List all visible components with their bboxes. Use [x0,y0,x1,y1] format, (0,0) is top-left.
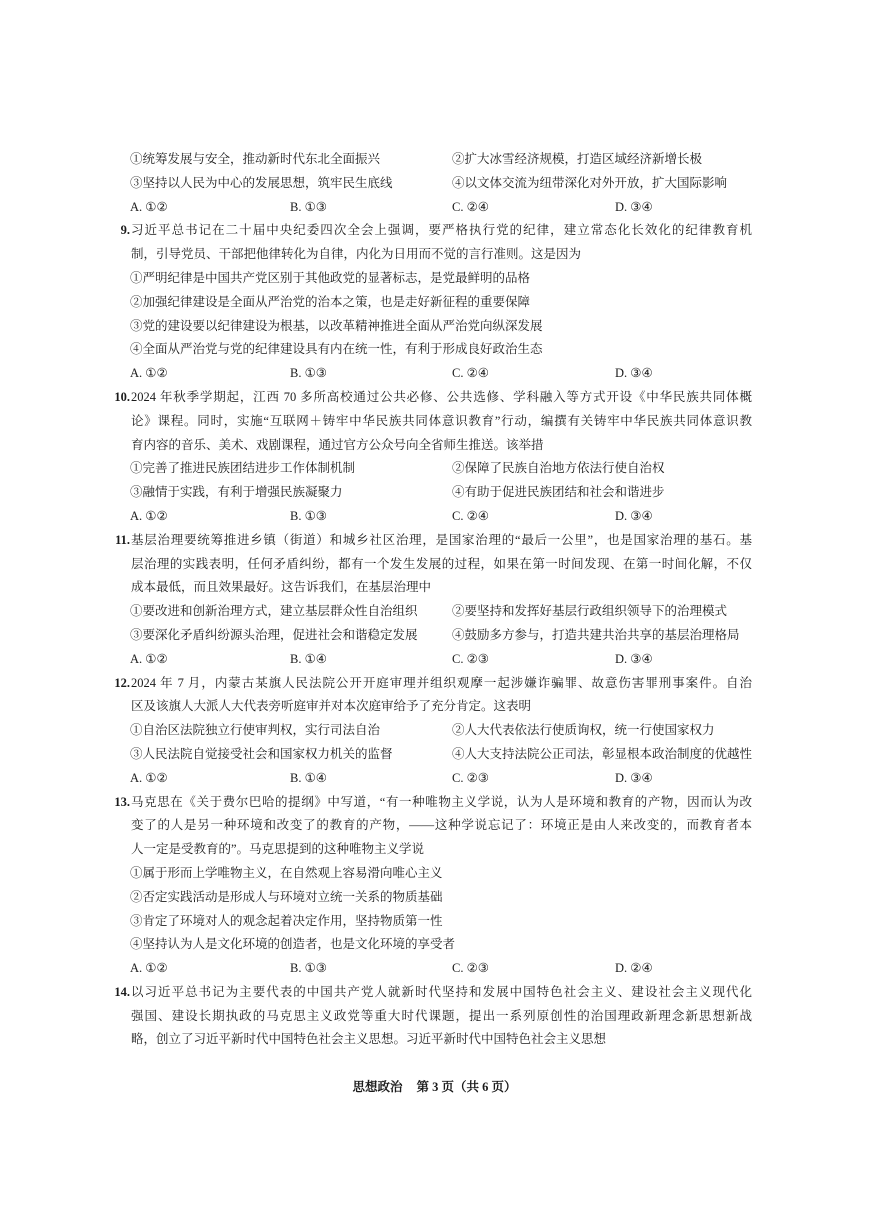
carryover-options-row-1 [0,148,869,172]
choice-a: A. ①② [130,508,168,523]
option-text: ①属于形而上学唯物主义，在自然观上容易滑向唯心主义 [130,865,443,880]
stem-text: 层治理的实践表明，任何矛盾纠纷，都有一个发生发展的过程，如果在第一时间发现、在第一时间化解，不仅 [131,556,752,571]
question-number: 11. [115,532,130,547]
question-12-options-row-2 [0,743,869,767]
question-number: 12. [114,675,130,690]
choice-c: C. ②④ [452,508,489,523]
option-text: ④鼓励多方参与，打造共建共治共享的基层治理格局 [452,627,740,642]
stem-text: 马克思在《关于费尔巴哈的提纲》中写道，“有一种唯物主义学说，认为人是环境和教育的产物，因而认为改 [131,794,752,809]
choice-a: A. ①② [130,961,168,976]
choice-b: B. ①④ [290,651,327,666]
choice-a: A. ①② [130,651,168,666]
stem-text: 以习近平总书记为主要代表的中国共产党人就新时代坚持和发展中国特色社会主义、建设社会主义现代化 [131,984,752,999]
choice-b: B. ①③ [290,366,327,381]
choice-b: B. ①③ [290,508,327,523]
question-13-stem-line-3 [0,838,869,862]
option-text: ②加强纪律建设是全面从严治党的治本之策，也是走好新征程的重要保障 [130,294,531,309]
stem-text: 育内容的音乐、美术、戏剧课程，通过官方公众号向全省师生推送。该举措 [131,437,544,452]
stem-text: 2024 年秋季学期起，江西 70 多所高校通过公共必修、公共选修、学科融入等方式开设《中华民族共同体概 [131,389,752,404]
stem-text: 基层治理要统筹推进乡镇（街道）和城乡社区治理，是国家治理的“最后一公里”，也是国家治理的基石。基 [131,532,752,547]
stem-text: 成本最低，而且效果最好。这告诉我们，在基层治理中 [131,580,432,595]
question-number: 9. [120,223,130,238]
question-13-option-1 [0,862,869,886]
question-number: 10. [114,389,130,404]
choice-d: D. ③④ [615,199,653,214]
stem-text: 论》课程。同时，实施“互联网＋铸牢中华民族共同体意识教育”行动，编撰有关铸牢中华民族共同体意识教 [131,413,752,428]
option-text: ④人大支持法院公正司法，彰显根本政治制度的优越性 [452,746,753,761]
question-11-options-row-1 [0,600,869,624]
choice-c: C. ②④ [452,366,489,381]
option-text: ②人大代表依法行使质询权，统一行使国家权力 [452,723,715,738]
option-text: ③党的建设要以纪律建设为根基，以改革精神推进全面从严治党向纵深发展 [130,318,543,333]
stem-text: 习近平总书记在二十届中央纪委四次全会上强调，要严格执行党的纪律，建立常态化长效化的纪律教育机 [131,223,752,238]
footer-subject: 思想政治 [352,1080,403,1094]
question-13-stem-line-1 [0,791,869,815]
stem-text: 强国、建设长期执政的马克思主义政党等重大时代课题，提出一系列原创性的治国理政新理念新思想新战 [131,1008,752,1023]
option-text: ②否定实践活动是形成人与环境对立统一关系的物质基础 [130,889,443,904]
question-9-stem-line-1 [0,219,869,243]
carryover-option-2: ②扩大冰雪经济规模，打造区域经济新增长极 [452,152,703,166]
question-13-choices-row [0,957,869,981]
option-text: ②保障了民族自治地方依法行使自治权 [452,461,665,476]
stem-text: 略，创立了习近平新时代中国特色社会主义思想。习近平新时代中国特色社会主义思想 [131,1032,607,1047]
question-10-options-row-2 [0,481,869,505]
stem-text: 2024 年 7 月，内蒙古某旗人民法院公开开庭审理并组织观摩一起涉嫌诈骗罪、故意伤害罪刑事案件。自治 [131,675,752,690]
question-12-choices-row [0,767,869,791]
stem-text: 制，引导党员、干部把他律转化为自律，内化为日用而不觉的言行准则。这是因为 [131,247,582,262]
question-9-option-4 [0,338,869,362]
carryover-options-row-2 [0,172,869,196]
option-text: ①完善了推进民族团结进步工作体制机制 [130,461,356,476]
question-10-stem-line-3 [0,434,869,458]
choice-c: C. ②④ [452,199,489,214]
question-9-option-3 [0,315,869,339]
choice-c: C. ②③ [452,961,489,976]
question-10-stem-line-2 [0,410,869,434]
choice-a: A. ①② [130,199,168,214]
question-13-option-4 [0,933,869,957]
choice-d: D. ③④ [615,508,653,523]
option-text: ④全面从严治党与党的纪律建设具有内在统一性，有利于形成良好政治生态 [130,342,543,357]
question-11-choices-row [0,648,869,672]
question-13-stem-line-2 [0,814,869,838]
question-9-stem-line-2 [0,243,869,267]
stem-text: 变了的人是另一种环境和改变了的教育的产物，——这种学说忘记了：环境正是由人来改变的，而教育者本 [131,818,752,833]
question-14-stem-line-1 [0,981,869,1005]
question-10-options-row-1 [0,457,869,481]
choice-c: C. ②③ [452,770,489,785]
choice-d: D. ③④ [615,651,653,666]
question-9-choices-row [0,362,869,386]
page-footer [0,1077,869,1095]
question-11-stem-line-3 [0,576,869,600]
question-12-stem-line-1 [0,672,869,696]
question-11-stem-line-1 [0,529,869,553]
choice-b: B. ①③ [290,199,327,214]
option-text: ④有助于促进民族团结和社会和谐进步 [452,485,665,500]
option-text: ③肯定了环境对人的观念起着决定作用，坚持物质第一性 [130,913,443,928]
question-14-stem-line-3 [0,1028,869,1052]
question-13-option-2 [0,886,869,910]
choice-a: A. ①② [130,770,168,785]
choice-b: B. ①④ [290,770,327,785]
choice-d: D. ②④ [615,961,653,976]
stem-text: 区及该旗人大派人大代表旁听庭审并对本次庭审给予了充分肯定。这表明 [131,699,532,714]
question-12-stem-line-2 [0,695,869,719]
option-text: ①自治区法院独立行使审判权，实行司法自治 [130,723,381,738]
choice-d: D. ③④ [615,770,653,785]
choice-a: A. ①② [130,366,168,381]
footer-page-number: 第 3 页（共 6 页） [416,1080,517,1094]
carryover-option-3: ③坚持以人民为中心的发展思想，筑牢民生底线 [130,175,393,190]
option-text: ③人民法院自觉接受社会和国家权力机关的监督 [130,746,393,761]
choice-b: B. ①③ [290,961,327,976]
question-11-options-row-2 [0,624,869,648]
carryover-choices-row [0,196,869,220]
question-11-stem-line-2 [0,553,869,577]
option-text: ③融情于实践，有利于增强民族凝聚力 [130,485,343,500]
question-number: 13. [114,794,130,809]
option-text: ③要深化矛盾纠纷源头治理，促进社会和谐稳定发展 [130,627,418,642]
question-10-stem-line-1 [0,386,869,410]
question-13-option-3 [0,910,869,934]
question-12-options-row-1 [0,719,869,743]
option-text: ①严明纪律是中国共产党区别于其他政党的显著标志，是党最鲜明的品格 [130,270,531,285]
carryover-option-1: ①统筹发展与安全，推动新时代东北全面振兴 [130,152,381,166]
question-14-stem-line-2 [0,1005,869,1029]
option-text: ④坚持认为人是文化环境的创造者，也是文化环境的享受者 [130,937,456,952]
choice-d: D. ③④ [615,366,653,381]
question-10-choices-row [0,505,869,529]
question-number: 14. [114,984,130,999]
question-9-option-2 [0,291,869,315]
question-9-option-1 [0,267,869,291]
exam-page-content [0,148,869,1052]
option-text: ②要坚持和发挥好基层行政组织领导下的治理模式 [452,604,728,619]
stem-text: 人一定是受教育的”。马克思提到的这种唯物主义学说 [131,842,425,857]
carryover-option-4: ④以文体交流为纽带深化对外开放，扩大国际影响 [452,175,728,190]
choice-c: C. ②③ [452,651,489,666]
option-text: ①要改进和创新治理方式，建立基层群众性自治组织 [130,604,418,619]
